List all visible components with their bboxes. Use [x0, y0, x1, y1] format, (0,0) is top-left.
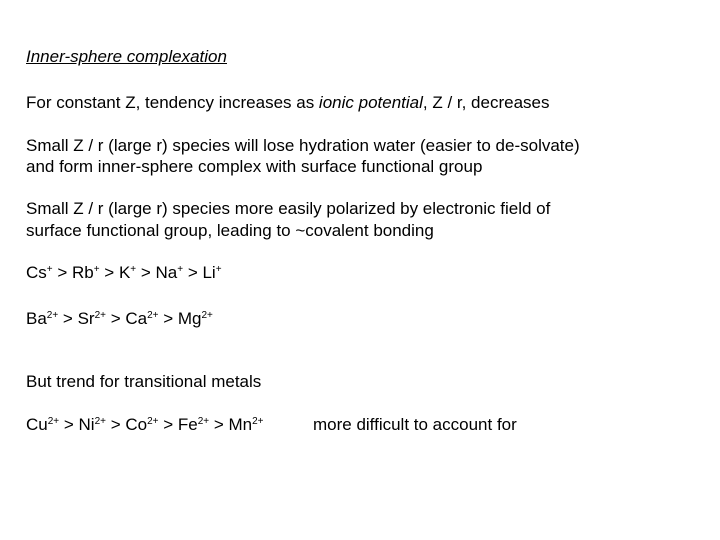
polarization-line-1: Small Z / r (large r) species more easily polarized by electronic field of [26, 199, 551, 218]
ion-charge: 2+ [147, 416, 159, 427]
ion-charge: + [215, 264, 222, 275]
greater-than-separator: > [136, 263, 156, 282]
transition-note: more difficult to account for [313, 415, 517, 434]
ion-charge: 2+ [94, 416, 106, 427]
greater-than-separator: > [99, 263, 119, 282]
ionic-potential-statement [26, 92, 550, 113]
text: For constant Z, tendency increases as [26, 93, 319, 112]
ionic-potential-term: ionic potential [318, 93, 423, 112]
greater-than-separator: > [59, 415, 79, 434]
alkali-series [26, 262, 222, 283]
text: , Z / r, decreases [422, 93, 550, 112]
ion-charge: + [177, 264, 184, 275]
ion-charge: + [93, 264, 100, 275]
ion-symbol: Fe [177, 415, 198, 434]
ion-symbol: Mg [177, 309, 202, 328]
ion-symbol: Cu [26, 415, 48, 434]
ion-charge: 2+ [47, 416, 60, 427]
transition-heading: But trend for transitional metals [26, 372, 262, 391]
alkaline-earth-series [26, 308, 213, 329]
greater-than-separator: > [105, 309, 126, 328]
polarization-line-2: surface functional group, leading to ~covalent bonding [26, 221, 434, 240]
ion-charge: 2+ [201, 310, 213, 321]
ion-charge: 2+ [147, 310, 159, 321]
ion-symbol: Ca [125, 309, 148, 328]
ion-charge: 2+ [94, 310, 106, 321]
ion-symbol: Sr [77, 309, 95, 328]
ion-symbol: Mn [228, 415, 253, 434]
ion-symbol: K [118, 263, 131, 282]
transition-series [26, 414, 264, 435]
greater-than-separator: > [52, 263, 72, 282]
ion-symbol: Ni [78, 415, 95, 434]
ion-symbol: Ba [26, 309, 47, 328]
hydration-line-2: and form inner-sphere complex with surface functional group [26, 157, 483, 176]
slide-title: Inner-sphere complexation [26, 47, 227, 66]
ion-charge: 2+ [252, 416, 264, 427]
ion-symbol: Co [125, 415, 148, 434]
greater-than-separator: > [158, 309, 178, 328]
greater-than-separator: > [158, 415, 178, 434]
greater-than-separator: > [58, 309, 78, 328]
ion-symbol: Cs [26, 263, 47, 282]
ion-symbol: Rb [72, 263, 94, 282]
ion-symbol: Na [155, 263, 178, 282]
ion-charge: 2+ [197, 416, 210, 427]
greater-than-separator: > [183, 263, 203, 282]
hydration-line-1: Small Z / r (large r) species will lose hydration water (easier to de-solvate) [26, 136, 580, 155]
greater-than-separator: > [105, 415, 126, 434]
ion-symbol: Li [202, 263, 216, 282]
ion-charge: + [46, 264, 53, 275]
greater-than-separator: > [209, 415, 229, 434]
ion-charge: 2+ [46, 310, 59, 321]
ion-charge: + [130, 264, 137, 275]
